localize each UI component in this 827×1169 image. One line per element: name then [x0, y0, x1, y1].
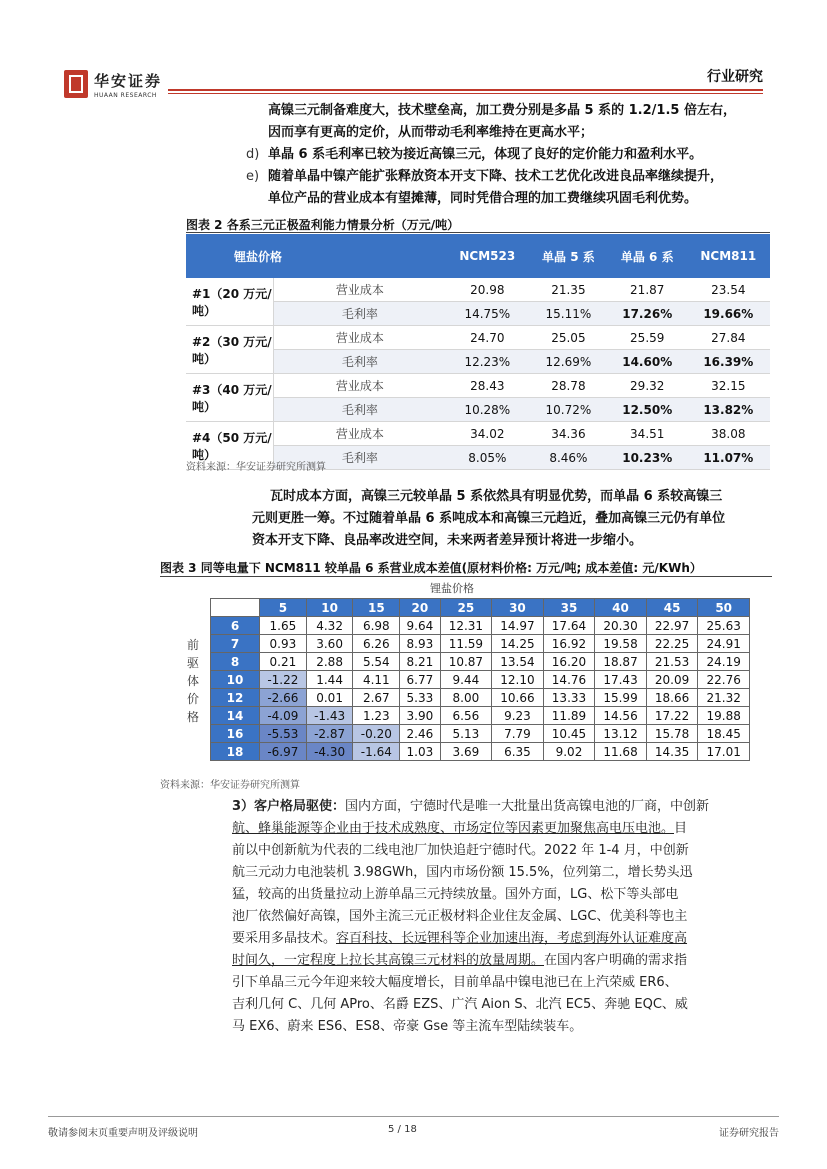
- row-header: 14: [211, 707, 260, 725]
- body-line-8: [232, 950, 772, 972]
- cell: 16.39%: [687, 350, 770, 374]
- matrix-row: [211, 653, 750, 671]
- matrix-row: [211, 707, 750, 725]
- cell: 12.23%: [446, 350, 529, 374]
- item-d-letter: d): [246, 147, 260, 162]
- matrix-cell: 25.63: [698, 617, 750, 635]
- matrix-cell: 6.26: [353, 635, 400, 653]
- intro-line-2: 因而享有更高的定价，从而带动毛利率维持在更高水平；: [268, 125, 594, 140]
- page-number: 5 / 18: [388, 1124, 417, 1135]
- matrix-cell: 15.99: [595, 689, 647, 707]
- matrix-cell: 1.23: [353, 707, 400, 725]
- item-e-letter: e): [246, 169, 260, 184]
- section-title: 3）客户格局驱使：: [232, 799, 346, 814]
- group-label: #4（50 万元/吨）: [186, 422, 274, 470]
- mid-line-3: 资本开支下降、良品率改进空间，未来两者差异预计将进一步缩小。: [252, 533, 643, 548]
- matrix-cell: 10.45: [543, 725, 595, 743]
- matrix-row: [211, 743, 750, 761]
- body-text: 要采用多晶技术。: [232, 931, 337, 946]
- matrix-corner: [211, 599, 260, 617]
- matrix-cell: 11.89: [543, 707, 595, 725]
- footer-report-type: 证券研究报告: [719, 1128, 779, 1139]
- col-header: 25: [440, 599, 492, 617]
- matrix-cell: 22.76: [698, 671, 750, 689]
- matrix-cell: 20.30: [595, 617, 647, 635]
- row-axis-label: [186, 636, 200, 726]
- cell: 8.46%: [529, 446, 608, 470]
- cell: 10.72%: [529, 398, 608, 422]
- matrix-cell: 8.21: [400, 653, 440, 671]
- section-label: 行业研究: [707, 69, 763, 85]
- matrix-cell: 1.03: [400, 743, 440, 761]
- matrix-cell: 0.01: [306, 689, 353, 707]
- cell: 27.84: [687, 326, 770, 350]
- cell: 8.05%: [446, 446, 529, 470]
- matrix-cell: 18.66: [646, 689, 698, 707]
- row-header: 7: [211, 635, 260, 653]
- cell: 29.32: [608, 374, 687, 398]
- matrix-cell: 3.69: [440, 743, 492, 761]
- table3-caption: 图表 3 同等电量下 NCM811 较单晶 6 系营业成本差值(原材料价格: 万元/吨; 成本差值: 元/KWh）: [160, 561, 702, 575]
- row-label: 毛利率: [274, 446, 446, 470]
- col-header: 20: [400, 599, 440, 617]
- matrix-cell: 2.67: [353, 689, 400, 707]
- body-text-underlined: 航、蜂巢能源等企业由于技术成熟度、市场定位等因素更加聚焦高电压电池。: [232, 821, 675, 836]
- cell: 19.66%: [687, 302, 770, 326]
- matrix-cell: 1.65: [260, 617, 307, 635]
- group-label: #3（40 万元/吨）: [186, 374, 274, 422]
- body-text: 在国内客户明确的需求指: [544, 953, 688, 968]
- item-e-line-2: 单位产品的营业成本有望摊薄，同时凭借合理的加工费继续巩固毛利优势。: [268, 191, 698, 206]
- matrix-cell: 12.31: [440, 617, 492, 635]
- row-header: 16: [211, 725, 260, 743]
- body-line-10: 吉利几何 C、几何 APro、名爵 EZS、广汽 Aion S、北汽 EC5、奔驰 EQC、威: [232, 997, 688, 1012]
- row-header: 18: [211, 743, 260, 761]
- cell: 20.98: [446, 278, 529, 302]
- cell: 12.69%: [529, 350, 608, 374]
- col-header: 15: [353, 599, 400, 617]
- matrix-row: [211, 689, 750, 707]
- row-header: 6: [211, 617, 260, 635]
- matrix-cell: 10.87: [440, 653, 492, 671]
- matrix-cell: 14.25: [492, 635, 544, 653]
- table-header-row: [186, 234, 770, 278]
- cell: 38.08: [687, 422, 770, 446]
- matrix-cell: 22.97: [646, 617, 698, 635]
- col-header: 35: [543, 599, 595, 617]
- mid-line-1: 瓦时成本方面，高镍三元较单晶 5 系依然具有明显优势，而单晶 6 系较高镍三: [270, 489, 723, 504]
- matrix-cell: 17.22: [646, 707, 698, 725]
- col-header: 50: [698, 599, 750, 617]
- cell: 25.05: [529, 326, 608, 350]
- matrix-cell: -0.20: [353, 725, 400, 743]
- matrix-cell: 9.23: [492, 707, 544, 725]
- table2-source: 资料来源：华安证券研究所测算: [186, 462, 326, 473]
- matrix-cell: 13.54: [492, 653, 544, 671]
- matrix-cell: 22.25: [646, 635, 698, 653]
- body-line-7: [232, 928, 772, 950]
- cell: 21.35: [529, 278, 608, 302]
- cell: 10.23%: [608, 446, 687, 470]
- row-label: 毛利率: [274, 350, 446, 374]
- col-header-lithium-price: 锂盐价格: [186, 234, 446, 278]
- table2-caption: 图表 2 各系三元正极盈利能力情景分析（万元/吨）: [186, 218, 460, 232]
- matrix-cell: 9.02: [543, 743, 595, 761]
- cell: 21.87: [608, 278, 687, 302]
- body-line-2: [232, 818, 772, 840]
- cell: 10.28%: [446, 398, 529, 422]
- matrix-cell: 14.97: [492, 617, 544, 635]
- table-row: [186, 302, 770, 326]
- matrix-cell: 8.00: [440, 689, 492, 707]
- body-line-1: [232, 796, 772, 818]
- matrix-row: [211, 725, 750, 743]
- cell: 23.54: [687, 278, 770, 302]
- body-line-9: 引下单晶三元今年迎来较大幅度增长，目前单晶中镍电池已在上汽荣威 ER6、: [232, 975, 678, 990]
- table2-caption-rule: [186, 232, 770, 233]
- matrix-cell: 15.78: [646, 725, 698, 743]
- body-text: 国内方面，宁德时代是唯一大批量出货高镍电池的厂商，中创新: [345, 799, 710, 814]
- cell: 28.43: [446, 374, 529, 398]
- matrix-cell: 2.46: [400, 725, 440, 743]
- row-axis-char: 价: [186, 692, 199, 706]
- matrix-cell: 6.98: [353, 617, 400, 635]
- row-header: 10: [211, 671, 260, 689]
- body-text: 目: [674, 821, 688, 836]
- matrix-header-row: [211, 599, 750, 617]
- row-label: 营业成本: [274, 374, 446, 398]
- table3-source: 资料来源：华安证券研究所测算: [160, 780, 300, 791]
- body-line-11: 马 EX6、蔚来 ES6、ES8、帝豪 Gse 等主流车型陆续装车。: [232, 1019, 583, 1034]
- table-row: [186, 326, 770, 350]
- matrix-cell: -2.66: [260, 689, 307, 707]
- matrix-cell: 16.92: [543, 635, 595, 653]
- matrix-cell: 5.54: [353, 653, 400, 671]
- matrix-cell: 17.64: [543, 617, 595, 635]
- matrix-cell: 17.01: [698, 743, 750, 761]
- matrix-cell: 8.93: [400, 635, 440, 653]
- table-row: [186, 278, 770, 302]
- matrix-cell: 17.43: [595, 671, 647, 689]
- matrix-cell: -2.87: [306, 725, 353, 743]
- matrix-row: [211, 671, 750, 689]
- matrix-cell: 19.58: [595, 635, 647, 653]
- matrix-cell: 0.93: [260, 635, 307, 653]
- row-header: 8: [211, 653, 260, 671]
- matrix-cell: 2.88: [306, 653, 353, 671]
- cell: 14.75%: [446, 302, 529, 326]
- item-e-line-1: 随着单晶中镍产能扩张释放资本开支下降、技术工艺优化改进良品率继续提升，: [268, 169, 724, 184]
- matrix-cell: 4.11: [353, 671, 400, 689]
- col-axis-label: 锂盐价格: [430, 582, 474, 595]
- brand-subtitle: HUAAN RESEARCH: [94, 92, 157, 99]
- col-header: 30: [492, 599, 544, 617]
- matrix-cell: 4.32: [306, 617, 353, 635]
- matrix-cell: 10.66: [492, 689, 544, 707]
- matrix-row: [211, 617, 750, 635]
- row-label: 毛利率: [274, 302, 446, 326]
- matrix-cell: -5.53: [260, 725, 307, 743]
- matrix-cell: 21.53: [646, 653, 698, 671]
- intro-line-1: 高镍三元制备难度大，技术壁垒高，加工费分别是多晶 5 系的 1.2/1.5 倍左右，: [268, 103, 736, 118]
- body-line-5: 猛，较高的出货量拉动上游单晶三元持续放量。国外方面，LG、松下等头部电: [232, 887, 679, 902]
- col-header-ncm523: NCM523: [446, 234, 529, 278]
- table-row: [186, 422, 770, 446]
- row-label: 营业成本: [274, 422, 446, 446]
- header-divider: [168, 89, 763, 91]
- matrix-cell: 13.12: [595, 725, 647, 743]
- matrix-cell: 14.35: [646, 743, 698, 761]
- matrix-cell: 3.90: [400, 707, 440, 725]
- cell: 34.36: [529, 422, 608, 446]
- cell: 34.51: [608, 422, 687, 446]
- matrix-cell: -6.97: [260, 743, 307, 761]
- cell: 32.15: [687, 374, 770, 398]
- matrix-cell: 7.79: [492, 725, 544, 743]
- body-text-underlined: 时间久，一定程度上拉长其高镍三元材料的放量周期。: [232, 953, 545, 968]
- matrix-cell: -4.09: [260, 707, 307, 725]
- matrix-cell: 21.32: [698, 689, 750, 707]
- group-label: #1（20 万元/吨）: [186, 278, 274, 326]
- row-axis-char: 前: [186, 638, 199, 652]
- group-label: #2（30 万元/吨）: [186, 326, 274, 374]
- cell: 28.78: [529, 374, 608, 398]
- col-header-ncm811: NCM811: [687, 234, 770, 278]
- matrix-cell: -1.22: [260, 671, 307, 689]
- body-line-3: 前以中创新航为代表的二线电池厂加快追赶宁德时代。2022 年 1-4 月，中创新: [232, 843, 689, 858]
- mid-line-2: 元则更胜一筹。不过随着单晶 6 系吨成本和高镍三元趋近，叠加高镍三元仍有单位: [252, 511, 726, 526]
- matrix-cell: 14.76: [543, 671, 595, 689]
- col-header: 45: [646, 599, 698, 617]
- matrix-cell: 9.44: [440, 671, 492, 689]
- cell: 34.02: [446, 422, 529, 446]
- cell: 12.50%: [608, 398, 687, 422]
- matrix-cell: 3.60: [306, 635, 353, 653]
- table-row: [186, 398, 770, 422]
- row-header: 12: [211, 689, 260, 707]
- matrix-cell: 0.21: [260, 653, 307, 671]
- matrix-cell: 18.87: [595, 653, 647, 671]
- matrix-cell: 1.44: [306, 671, 353, 689]
- footer-divider: [48, 1116, 779, 1117]
- profitability-table: [186, 234, 770, 470]
- matrix-cell: -1.43: [306, 707, 353, 725]
- matrix-cell: 5.13: [440, 725, 492, 743]
- row-label: 营业成本: [274, 326, 446, 350]
- body-line-6: 池厂依然偏好高镍，国外主流三元正极材料企业住友金属、LGC、优美科等也主: [232, 909, 688, 924]
- cell: 14.60%: [608, 350, 687, 374]
- matrix-cell: 20.09: [646, 671, 698, 689]
- item-d-text: 单晶 6 系毛利率已较为接近高镍三元，体现了良好的定价能力和盈利水平。: [268, 147, 703, 162]
- matrix-cell: -1.64: [353, 743, 400, 761]
- cell: 17.26%: [608, 302, 687, 326]
- matrix-cell: 12.10: [492, 671, 544, 689]
- matrix-cell: 11.59: [440, 635, 492, 653]
- cell: 13.82%: [687, 398, 770, 422]
- matrix-cell: 16.20: [543, 653, 595, 671]
- col-header-single5: 单晶 5 系: [529, 234, 608, 278]
- col-header-single6: 单晶 6 系: [608, 234, 687, 278]
- col-header: 5: [260, 599, 307, 617]
- matrix-cell: 9.64: [400, 617, 440, 635]
- body-text-underlined: 容百科技、长远锂科等企业加速出海，考虑到海外认证难度高: [336, 931, 688, 946]
- matrix-cell: 13.33: [543, 689, 595, 707]
- matrix-cell: -4.30: [306, 743, 353, 761]
- matrix-cell: 24.19: [698, 653, 750, 671]
- row-axis-char: 驱: [186, 656, 199, 670]
- col-header: 40: [595, 599, 647, 617]
- brand-name: 华安证券: [94, 72, 163, 90]
- cell: 24.70: [446, 326, 529, 350]
- table3-caption-rule: [160, 576, 772, 577]
- matrix-cell: 6.77: [400, 671, 440, 689]
- footer-disclaimer: 敬请参阅末页重要声明及评级说明: [48, 1128, 198, 1139]
- matrix-cell: 24.91: [698, 635, 750, 653]
- cost-diff-matrix: [210, 598, 750, 761]
- matrix-cell: 5.33: [400, 689, 440, 707]
- matrix-row: [211, 635, 750, 653]
- matrix-cell: 11.68: [595, 743, 647, 761]
- header-divider-thin: [168, 93, 763, 94]
- row-axis-char: 格: [186, 710, 199, 724]
- row-label: 毛利率: [274, 398, 446, 422]
- cell: 15.11%: [529, 302, 608, 326]
- table-row: [186, 374, 770, 398]
- matrix-cell: 18.45: [698, 725, 750, 743]
- row-axis-char: 体: [186, 674, 199, 688]
- table-row: [186, 350, 770, 374]
- matrix-cell: 14.56: [595, 707, 647, 725]
- row-label: 营业成本: [274, 278, 446, 302]
- matrix-cell: 19.88: [698, 707, 750, 725]
- matrix-cell: 6.35: [492, 743, 544, 761]
- matrix-cell: 6.56: [440, 707, 492, 725]
- col-header: 10: [306, 599, 353, 617]
- huaan-seal-logo-icon: [64, 70, 88, 98]
- body-line-4: 航三元动力电池装机 3.98GWh，国内市场份额 15.5%，位列第二，增长势头迅: [232, 865, 693, 880]
- cell: 11.07%: [687, 446, 770, 470]
- cell: 25.59: [608, 326, 687, 350]
